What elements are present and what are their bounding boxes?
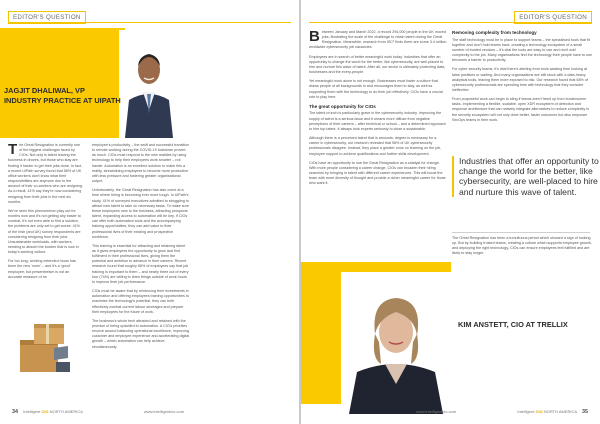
right-hero bbox=[301, 262, 600, 404]
paragraph: Unfortunately, the Great Resignation has also come at a time where hiring is becoming ever more tough. In UiPath's study, 41% of surveyed executives admitted to struggling to attract new talent to take on necessary tasks. To make sure these employees new to the business, attracting prospects talent, expanding access to automation will be key. If CIOs can offer both automation tools and the accompanying training opportunities, they can add value to their professional lives of their existing and prospective workforce. bbox=[92, 188, 189, 239]
paragraph: CIOs must be aware that by reinforcing their investments in automation and offering employees training opportunities to maximise the technology's potential, they can both effectively combat current labour shortages and prepare their employees for the future of work. bbox=[92, 289, 189, 314]
section-tag: EDITOR'S QUESTION bbox=[514, 11, 592, 24]
paragraph: Employees are in search of better meaningful work today. Industries that offer an opportunity to change the world for the better, like cybersecurity, are well-placed to hire and nurture this wave of talent. After all, our sector is ultimately protecting data, businesses and the every-people. bbox=[309, 54, 446, 75]
page-number: 34 bbox=[12, 409, 18, 415]
paragraph: The talent crunch is particularly grave in the cybersecurity industry. Improving the supply of talent is a serious issue and it means more diffuse from negative perceptions of their careers – after technical or school – and a determined approach to hire top talent. It always took experts seriously to close a sustainable. bbox=[309, 111, 446, 131]
left-page bbox=[0, 0, 299, 424]
tag-rule bbox=[309, 22, 592, 23]
left-hero bbox=[0, 28, 299, 138]
portrait-photo bbox=[341, 272, 451, 414]
page-number: 35 bbox=[582, 409, 588, 415]
author-name-title: KIM ANSTETT, CIO AT TRELLIX bbox=[458, 320, 568, 329]
right-column-1 bbox=[309, 30, 447, 191]
portrait-photo bbox=[119, 30, 179, 138]
paragraph: We've seen this phenomenon play out for months now and it's not getting any easier to combat. It's not even able to find a solution, the problems are only set to get worse: 41% of the Irish (and UK) survey respondents are considering resigning from their jobs. Unsustainable workloads, with workers needing to absorb the burden that is now in today's working culture. bbox=[8, 208, 81, 255]
paragraph: From purposeful work can begin to sting if teams aren't freed up from burdensome tasks. Implementing a flexible, scalable, open XDR ecosystem of detection and response architecture that can natively integrate alternatives to reduce complexity in the security ecosystem will not only drive better, faster outcomes but also empower SecOps teams in their work. bbox=[452, 97, 590, 122]
paragraph: The Great Resignation is currently one of the biggest challenges faced by CIOs. Not only is talent leaving the business in droves, but those who stay are finding it harder to get their jobs done. In fact, a recent UiPath survey found that 58% of UK office workers don't know what their responsibilities are anymore due to the amount of their co-workers who are resigning. As a result, 41% say they're now considering resigning from their jobs in the next six months. bbox=[8, 141, 83, 204]
page-footer bbox=[8, 409, 184, 418]
cardboard-boxes-photo bbox=[10, 318, 82, 376]
paragraph: For too long, working extended hours has been the new 'norm' – and it's a 'good' employee, but presenteeism is not an accurate measure of an bbox=[8, 259, 76, 279]
paragraph: Between January and March 2022, a record 294,000 people in the UK moved jobs, illustrating the scale of the challenge to retain talent during the Great Resignation. Meanwhile, research from ISC² finds there are some 3.4 million worldwide cybersecurity job vacancies. bbox=[309, 28, 447, 50]
right-page bbox=[301, 0, 600, 424]
left-column-1 bbox=[8, 143, 84, 284]
page-footer bbox=[416, 409, 592, 418]
right-column-2 bbox=[452, 30, 592, 127]
hero-white-panel bbox=[451, 262, 600, 404]
publication-name: Intelligent bbox=[23, 409, 41, 414]
quote-divider bbox=[452, 232, 590, 233]
paragraph: The business's whole tech attracted and retained with the promise of being upskilled to automation. A CIO's priorities revolve around balancing operational excellence, improving customer and employee experience and accelerating digital growth – which automation can help achieve simultaneously. bbox=[92, 318, 190, 349]
paragraph: Although there is a perceived talent that is amounts: degree is necessary for a career in cybersecurity, our research revealed that 98% of UK cybersecurity professionals disagree. Instead, they place a greater onus on learning on the job, employee support to achieve qualifications and further skills development. bbox=[309, 136, 442, 156]
section-tag: EDITOR'S QUESTION bbox=[8, 11, 86, 24]
left-column-2 bbox=[92, 143, 190, 354]
paragraph: CIOs have an opportunity to use the Great Resignation as a catalyst for change. With more people considering a career change, CIOs can broaden their hiring searches by bringing in talent with different career experiences. This will boost the team with more diversity of thought and provide a richer meaningful career for those who want it. bbox=[309, 160, 446, 186]
right-column-2b bbox=[452, 236, 592, 261]
paragraph: Yet meaningful work alone is not enough. Businesses must foster a culture that draws people of all backgrounds in and encourages them to stay, as well as supporting them with the technology to do their job effectively. CIOs have a crucial role to play here. bbox=[309, 79, 443, 99]
paragraph: For cyber security teams, it's vital there's alerting from tools wasting time looking at false positives or waiting. And many organisations are still stuck with a data-heavy analytical tools, leaving them more exposed to risk. Our research found that 58% of cybersecurity professionals are spending time with technology that they consider ineffective. bbox=[452, 67, 588, 92]
publication-url[interactable]: www.intelligentcio.com bbox=[415, 409, 457, 414]
publication-brand: CIO bbox=[535, 409, 543, 414]
publication-url[interactable]: www.intelligentcio.com bbox=[143, 409, 185, 414]
pull-quote: Industries that offer an opportunity to change the world for the better, like cybersecurity, are well-placed to hire and nurture this wave of talent. bbox=[452, 156, 599, 197]
publication-name: Intelligent bbox=[517, 409, 535, 414]
drop-cap: B bbox=[309, 28, 320, 45]
tag-rule bbox=[8, 22, 291, 23]
section-heading: Removing complexity from technology bbox=[452, 30, 537, 35]
author-name-title: JAGJIT DHALIWAL, VP INDUSTRY PRACTICE AT UIPATH bbox=[4, 86, 121, 105]
section-heading: The great opportunity for CIOs bbox=[309, 103, 376, 109]
paragraph: The Great Resignation has been a tumultuous period which showed a sign of looking up. But by building trusted teams, creating a culture which supports employee growth, and deploying the right technology, CIOs can ensure employees feel fulfilled and are likely to stay longer. bbox=[452, 236, 592, 256]
paragraph: employee's productivity – the swift and successful transition to remote working during the COVID-19 lockdown proved as much. CIOs must respond to the new realities by using technology to help their employees work smarter – not harder. Automation is an excellent solution to make this a reality, streamlining employees to become more productive with less pressure and fostering greater organisational output. bbox=[92, 143, 190, 184]
publication-brand: CIO bbox=[41, 409, 49, 414]
publication-edition: NORTH AMERICA bbox=[49, 409, 83, 414]
publication-edition: NORTH AMERICA bbox=[543, 409, 577, 414]
drop-cap: T bbox=[8, 141, 18, 158]
paragraph: The staff technology must be in place to support teams – the specialised tools that fit together and don't hold teams back, creating a technology ecosystem of a small number of trusted vendors – it's vital the tools are easy to use and don't add complexity to the job. Many organisations find the technology their people have to use becomes a barrier to productivity. bbox=[452, 37, 593, 63]
paragraph: This training is essential for attracting and retaining talent as it gives employees the opportunity to grow and find fulfilment in their professional lives, giving them the potential and ambition to advance in their careers. Recent research found that roughly 86% of employees say that job training is important to them – and nearly three out of every four (74%) are willing to learn things outside of work hours to improve their job performance. bbox=[92, 243, 189, 284]
